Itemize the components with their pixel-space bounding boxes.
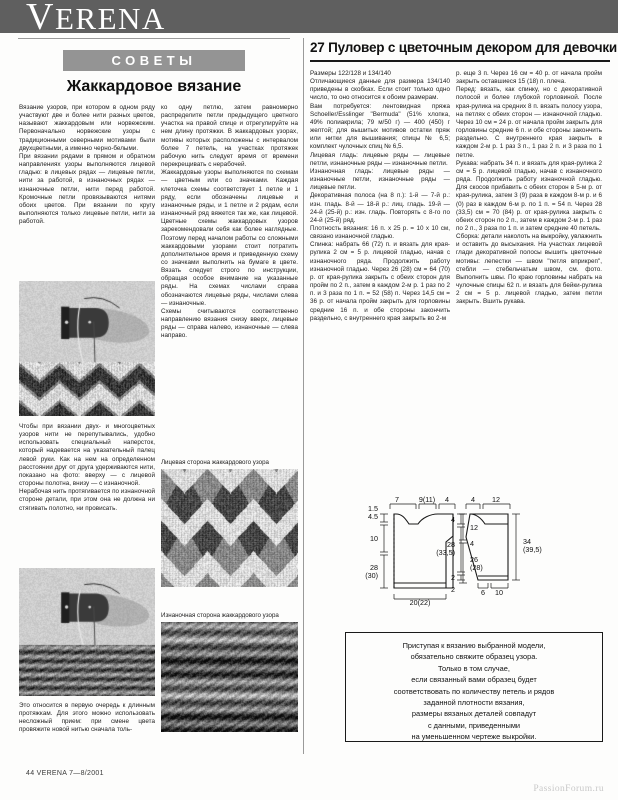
tips-column-1-top [19, 104, 155, 226]
paragraph: При вязании рядами в прямом и обратном направлениях узоры выполняются лицевой гладью: в лицевых рядах — лицевые петли, нити за работой, в изнаночных рядах — изнаночные петли, нити перед работой. Кромочные петли провязываются нитями обоих цветов. При вязании по кругу выполняются только лицевые петли, нити за работой. [19, 152, 155, 226]
notice-line: с данными, приведенными [427, 720, 521, 730]
tips-column-1-middle [19, 423, 155, 513]
paragraph: Отличающиеся данные для размера 134/140 приведены в скобках. Если стоит только одно число, то оно относится к обоим размерам. [310, 78, 450, 102]
paragraph: Декоративная полоса (на 8 п.): 1-й — 7-й р.: изн. гладь. 8-й — 18-й р.: лиц. гладь. 19-й — 24-й (25-й) р.: изн. гладь. Повторять с 8-го по 24-й (25-й) ряд. [310, 192, 450, 224]
paragraph: Спинка: набрать 66 (72) п. и вязать для края-рулика 2 см = 5 р. лицевой гладью, начав с изнаночного ряда. Продолжить работу изнаночной гладью. Через 26 (28) см = 64 (70) р. от края-рулика закрыть с обеих сторон для пройм по 2 п., затем в каждом 2-м р. 1 раз по 2 п. и 3 раза по 1 п. = 52 (58) п. Через 14,5 см = 36 р. от начала пройм закрыть для горловины средние 16 п. и обе стороны закончить раздельно, с внутреннего края закрыть во 2-м [310, 241, 450, 322]
swatch-notice-box [345, 632, 603, 742]
sleeve-dimension-labels [436, 495, 542, 597]
swatch-notice-text [346, 633, 602, 743]
tips-top-rule [18, 38, 290, 39]
paragraph: Плотность вязания: 16 п. х 25 р. = 10 х 10 см, связано изнаночной гладью. [310, 224, 450, 241]
masthead-bar [0, 0, 618, 33]
svg-text:26: 26 [470, 555, 478, 564]
paragraph: р. еще 3 п. Через 16 см = 40 р. от начала пройм закрыть оставшиеся 15 (18) п. плеча. [456, 70, 602, 86]
svg-text:4: 4 [470, 539, 474, 548]
svg-text:4: 4 [451, 515, 455, 524]
svg-text:4.5: 4.5 [368, 512, 378, 521]
svg-text:(39,5): (39,5) [523, 545, 542, 554]
magazine-logo: VERENA [26, 0, 166, 33]
tips-column-1-bottom [19, 702, 155, 735]
notice-line: если связанный вами образец будет [411, 675, 537, 685]
svg-text:10: 10 [370, 534, 378, 543]
paragraph: Вязание узоров, при котором в одном ряду участвуют две и более нити разных цветов, называют жаккардовым или норвежским. Первоначально норвежские узоры с традиционными северными мотивами были двухцветными, а именно черно-белыми. [19, 104, 155, 152]
notice-line: обязательно свяжите образец узора. [410, 652, 538, 662]
column-divider-center [303, 38, 304, 754]
svg-text:10: 10 [495, 588, 503, 597]
photo-thimble-front [19, 281, 155, 416]
paragraph: Рукава: набрать 34 п. и вязать для края-рулика 2 см = 5 р. лицевой гладью, начав с изнаночного ряда. Продолжить работу изнаночной гладью. Для скосов прибавить с обеих сторон в 5-м р. от края-рулика, затем 3 (9) раза в каждом 8-м р. и 6 (0) раз в каждом 6-м р. по 1 п. = 54 п. Через 28 (33,5) см = 70 (84) р. от края-рулика закрыть с обеих сторон по 2 п., затем в каждом 2-м р. 1 раз по 2 п., 3 раза по 1 п. и затем средние 40 петель. [456, 159, 602, 232]
photo-jacquard-front [161, 469, 298, 587]
paragraph: Чтобы при вязании двух- и многоцветных узоров нити не перепутывались, удобно использовать специальный наперсток, который надевается на указательный палец левой руки. Как на нем на определенном расстоянии друг от друга удерживаются нити, показано на фото: вверху — с лицевой стороны полотна, внизу — с изнаночной. [19, 423, 155, 488]
tips-section-title: Жаккардовое вязание [66, 78, 242, 95]
body-dimension-labels [365, 495, 483, 607]
site-watermark: PassionForum.ru [533, 784, 604, 794]
photo-jacquard-back [161, 622, 298, 732]
paragraph: Схемы считываются соответственно направлению вязания снизу вверх, лицевые ряды — справа налево, изнаночные — слева направо. [161, 307, 298, 340]
paragraph: Размеры 122/128 и 134/140 [310, 70, 391, 77]
svg-text:4: 4 [471, 495, 475, 504]
paragraph: Сборка: детали наколоть на выкройку, увлажнить и оставить до высыхания. На участках лицевой глади декоративной полосы вышить цветочные мотивы: лепестки — швом "петля вприкреп", стебли — стебельчатым швом, см. фото. Выполнить швы. По краю горловины набрать на чулочные спицы 62 п. и вязать для бейки-рулика 2 см = 5 р. лицевой гладью, затем петли закрыть. Вшить рукава. [456, 233, 603, 306]
tips-column-2 [161, 104, 298, 341]
svg-text:2: 2 [451, 585, 455, 594]
pattern-column-4 [456, 70, 602, 307]
paragraph: ко одну петлю, затем равномерно распределите петли предыдущего цветного участка на правой спице и отрегулируйте на нем длину протяжки. В жаккардовых узорах, мотивы которых расположены с интервалом более 7 петель, на участках протяжек рабочую нить следует время от времени перекрещивать с нерабочей. [161, 104, 298, 169]
paragraph: Вам потребуется: лентовидная пряжа Schoeller/Esslinger "Bermuda" (51% хлопка, 49% полиакрила; 79 м/50 г) — 400 (450) г желтой; для вышитых мотивов остатки пряж или нитки для вышивания; спицы № 6,5; комплект чулочных спиц № 6,5. [310, 102, 450, 151]
notice-line: соответствовать по количеству петель и рядов [393, 686, 555, 696]
svg-text:28: 28 [447, 540, 455, 549]
garment-schematic [318, 492, 608, 622]
svg-text:(33,5): (33,5) [436, 548, 455, 557]
svg-text:7: 7 [395, 495, 399, 504]
sleeve-dimension-lines [457, 504, 520, 588]
photo-thimble-back [19, 568, 155, 696]
caption-back-side: Изнаночная сторона жаккардового узора [161, 612, 279, 619]
schematic-svg [318, 492, 608, 622]
pattern-title: 27 Пуловер с цветочным декором для девочки [310, 40, 618, 55]
notice-line: размеры вязаных деталей совпадут [411, 709, 537, 719]
notice-line: заданной плотности вязания, [423, 698, 525, 708]
svg-text:6: 6 [481, 588, 485, 597]
svg-text:34: 34 [523, 537, 531, 546]
paragraph: Изнаночная гладь: лицевые ряды — изнаночные петли, изнаночные ряды — лицевые петли. [310, 167, 450, 192]
page-footer: 44 VERENA 7—8/2001 [26, 770, 104, 777]
notice-line: на уменьшенном чертеже выкройки. [411, 732, 537, 742]
paragraph: Перед: вязать, как спинку, но с декоративной полосой и более глубокой горловиной. После края-рулика на средних 8 п. вязать полосу узора, на петлях с обеих сторон — изнаночной гладью. Через 10 см = 24 р. от начала пройм закрыть для горловины средние 6 п. и обе стороны закончить раздельно. С внутреннего края закрыть в каждом 2-м р. 1 раз 3 п., 1 раз 2 п. и 3 раза по 1 петле. [456, 86, 602, 159]
paragraph: Это относится в первую очередь к длинным протяжкам. Для этого можно использовать несложный прием: при смене цвета провяжите новой нитью сначала толь- [19, 702, 155, 734]
paragraph: Нерабочая нить протягивается по изнаночной стороне детали, при этом она не должна ни стягивать полотно, ни провисать. [19, 488, 155, 512]
pattern-column-3 [310, 70, 450, 323]
svg-text:12: 12 [470, 523, 478, 532]
svg-text:1.5: 1.5 [368, 504, 378, 513]
tips-banner-label: СОВЕТЫ [111, 53, 197, 68]
svg-text:28: 28 [370, 563, 378, 572]
svg-text:(28): (28) [470, 563, 483, 572]
paragraph: Жаккардовые узоры выполняются по схемам — цветным или со значками. Каждая клеточка схемы соответствует 1 петле и 1 ряду, если обозначены лицевые и изнаночные ряды, и 1 петле и 2 рядам, если изнаночный ряд вяжется так же, как лицевой. Цветные схемы жаккардовых узоров зарекомендовали себя как более наглядные. Поэтому перед началом работы со сложными жаккардовыми узорами стоит потратить дополнительное время и приведенную схему со значками выполнить на бумаге в цвете. Вязать следует строго по инструкции, обращая особое внимание на указанные ряды. На схемах числами справа обозначаются лицевые ряды, числами слева — изнаночные. [161, 169, 298, 307]
svg-text:12: 12 [492, 495, 500, 504]
notice-line: Только в том случае, [438, 663, 510, 673]
notice-line: Приступая к вязанию выбранной модели, [402, 641, 546, 650]
svg-text:9(11): 9(11) [418, 495, 436, 504]
svg-text:2: 2 [451, 573, 455, 582]
caption-front-side: Лицевая сторона жаккардового узора [161, 459, 269, 466]
svg-text:4: 4 [445, 495, 449, 504]
svg-text:20(22): 20(22) [409, 598, 431, 607]
pattern-title-underline [310, 60, 610, 62]
paragraph: Лицевая гладь: лицевые ряды — лицевые петли, изнаночные ряды — изнаночные петли. [310, 151, 450, 167]
svg-text:(30): (30) [365, 571, 378, 580]
